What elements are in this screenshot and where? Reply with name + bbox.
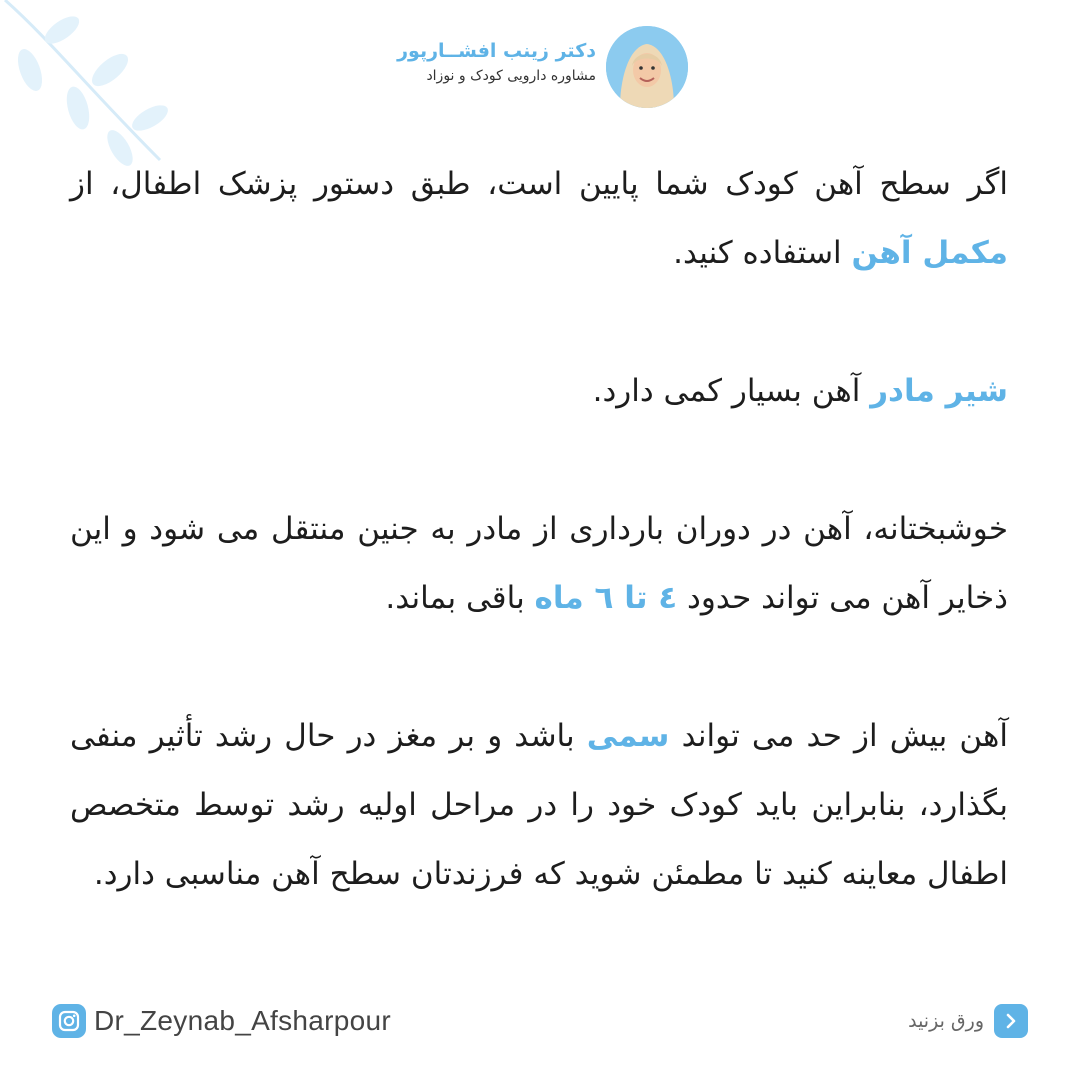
instagram-icon <box>52 1004 86 1038</box>
paragraph-text: آهن بیش از حد می تواند <box>669 718 1008 754</box>
avatar <box>606 26 688 108</box>
paragraph-text: باقی بماند. <box>385 580 535 616</box>
paragraph-text: استفاده کنید. <box>673 235 852 271</box>
paragraph-iron-toxicity <box>70 702 1008 909</box>
highlight-breast-milk: شیر مادر <box>870 373 1008 409</box>
handle-text: Dr_Zeynab_Afsharpour <box>94 1005 392 1036</box>
highlight-months: ٤ تا ٦ ماه <box>534 580 678 616</box>
paragraph-iron-reserves <box>70 495 1008 633</box>
paragraph-iron-supplement <box>70 150 1008 288</box>
swipe-label: ورق بزنید <box>908 1010 984 1032</box>
instagram-handle[interactable] <box>52 1002 391 1040</box>
paragraph-breast-milk <box>70 357 1008 426</box>
profile-header <box>0 26 1080 110</box>
highlight-toxic: سمی <box>586 718 670 754</box>
article-body <box>70 150 1008 909</box>
paragraph-text: باشد و بر مغز در حال رشد تأثیر منفی بگذارد، بنابراین باید کودک خود را در مراحل اولیه رشد توسط متخصص اطفال معاینه کنید تا مطمئن شوید که فرزندتان سطح آهن مناسبی دارد. <box>70 718 1008 892</box>
highlight-iron-supplement: مکمل آهن <box>851 235 1008 271</box>
chevron-right-icon[interactable] <box>994 1004 1028 1038</box>
profile-text <box>397 38 596 88</box>
paragraph-text: اگر سطح آهن کودک شما پایین است، طبق دستور پزشک اطفال، از <box>70 166 1008 202</box>
paragraph-text: آهن بسیار کمی دارد. <box>592 373 871 409</box>
doctor-name: دکتر زینب افشــارپور <box>397 40 596 62</box>
paragraph-text: خوشبختانه، آهن در دوران بارداری از مادر به جنین منتقل می شود و این ذخایر آهن می تواند حدود <box>70 511 1008 616</box>
doctor-specialty: مشاوره دارویی کودک و نوزاد <box>426 68 596 84</box>
swipe-prompt[interactable] <box>908 1002 1028 1040</box>
